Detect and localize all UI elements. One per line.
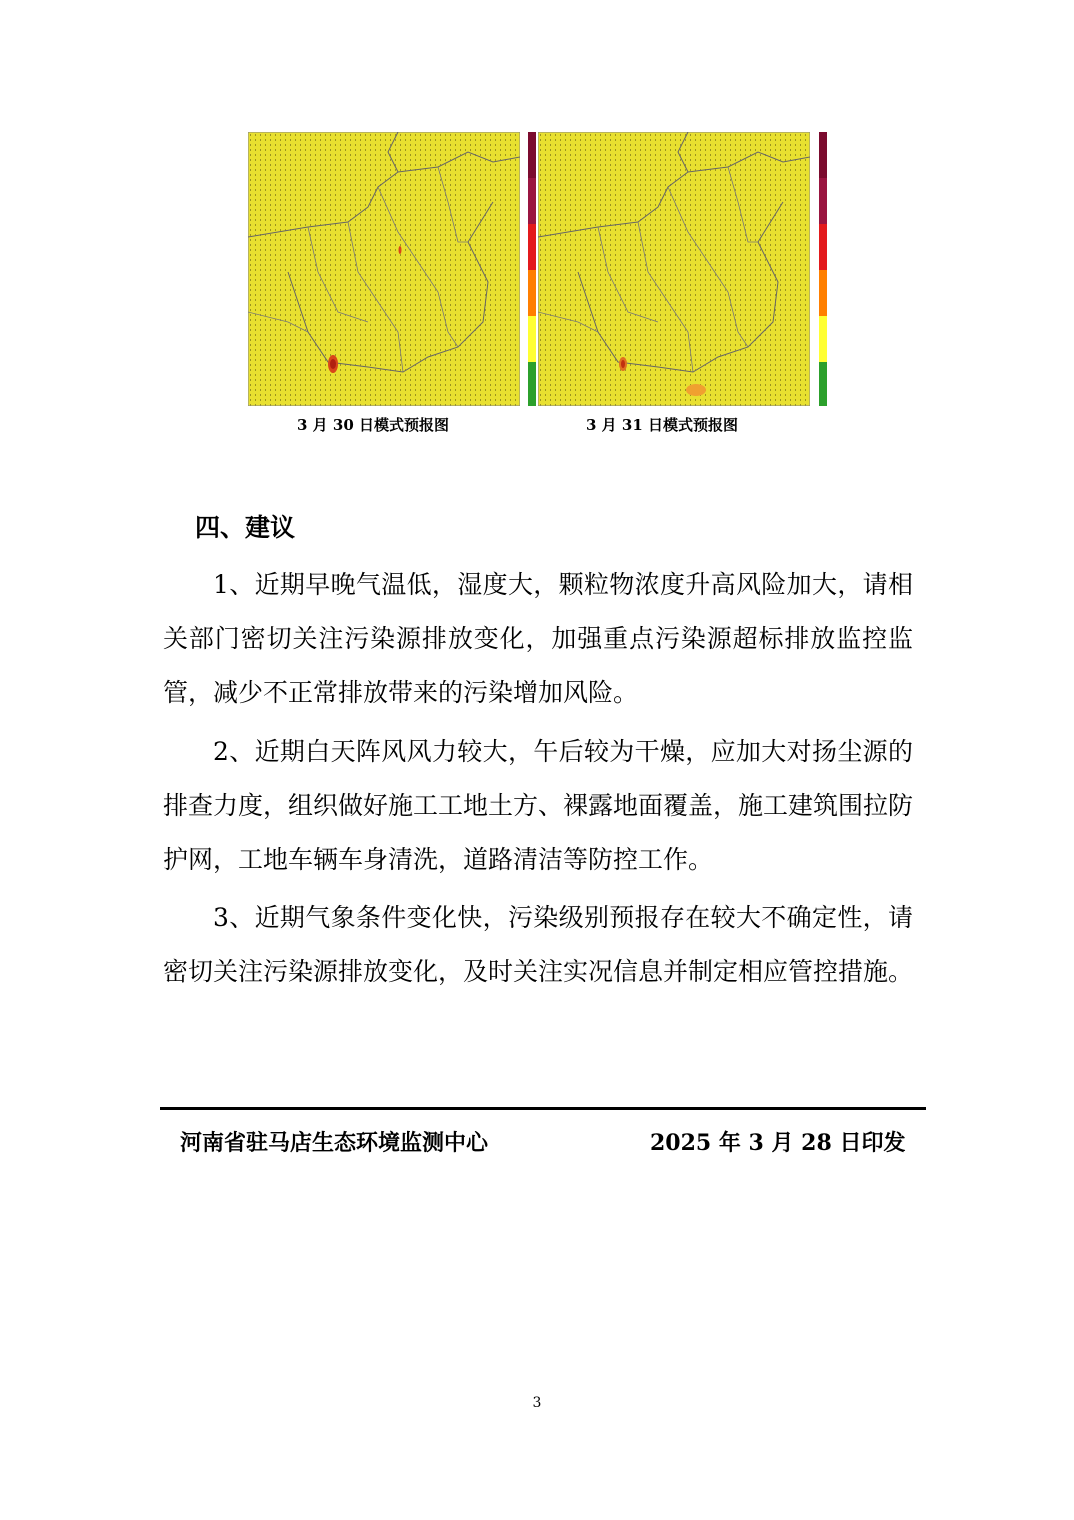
forecast-map-image <box>248 132 520 406</box>
forecast-map-march-31 <box>538 132 810 406</box>
color-scale-bar <box>819 132 827 406</box>
footer-divider <box>160 1107 926 1110</box>
forecast-maps <box>248 132 828 410</box>
forecast-map-image <box>538 132 810 406</box>
color-scale-bar <box>528 132 536 406</box>
suggestion-paragraph: 1、近期早晚气温低，湿度大，颗粒物浓度升高风险加大，请相关部门密切关注污染源排放变化，加强重点污染源超标排放监控监管，减少不正常排放带来的污染增加风险。 <box>163 570 913 707</box>
map-caption-march-31: 3 月 31 日模式预报图 <box>586 416 738 434</box>
suggestion-paragraph: 3、近期气象条件变化快，污染级别预报存在较大不确定性，请密切关注污染源排放变化，及时关注实况信息并制定相应管控措施。 <box>163 903 914 986</box>
issuing-organization: 河南省驻马店生态环境监测中心 <box>180 1130 489 1156</box>
map-caption-march-30: 3 月 30 日模式预报图 <box>297 416 449 434</box>
section-heading: 四、建议 <box>195 513 296 542</box>
page-number: 3 <box>532 1395 542 1411</box>
issue-date: 2025 年 3 月 28 日印发 <box>650 1130 906 1156</box>
forecast-map-march-30 <box>248 132 520 406</box>
suggestion-paragraph: 2、近期白天阵风风力较大，午后较为干燥，应加大对扬尘源的排查力度，组织做好施工工地土方、裸露地面覆盖，施工建筑围拉防护网，工地车辆车身清洗，道路清洁等防控工作。 <box>163 737 914 874</box>
